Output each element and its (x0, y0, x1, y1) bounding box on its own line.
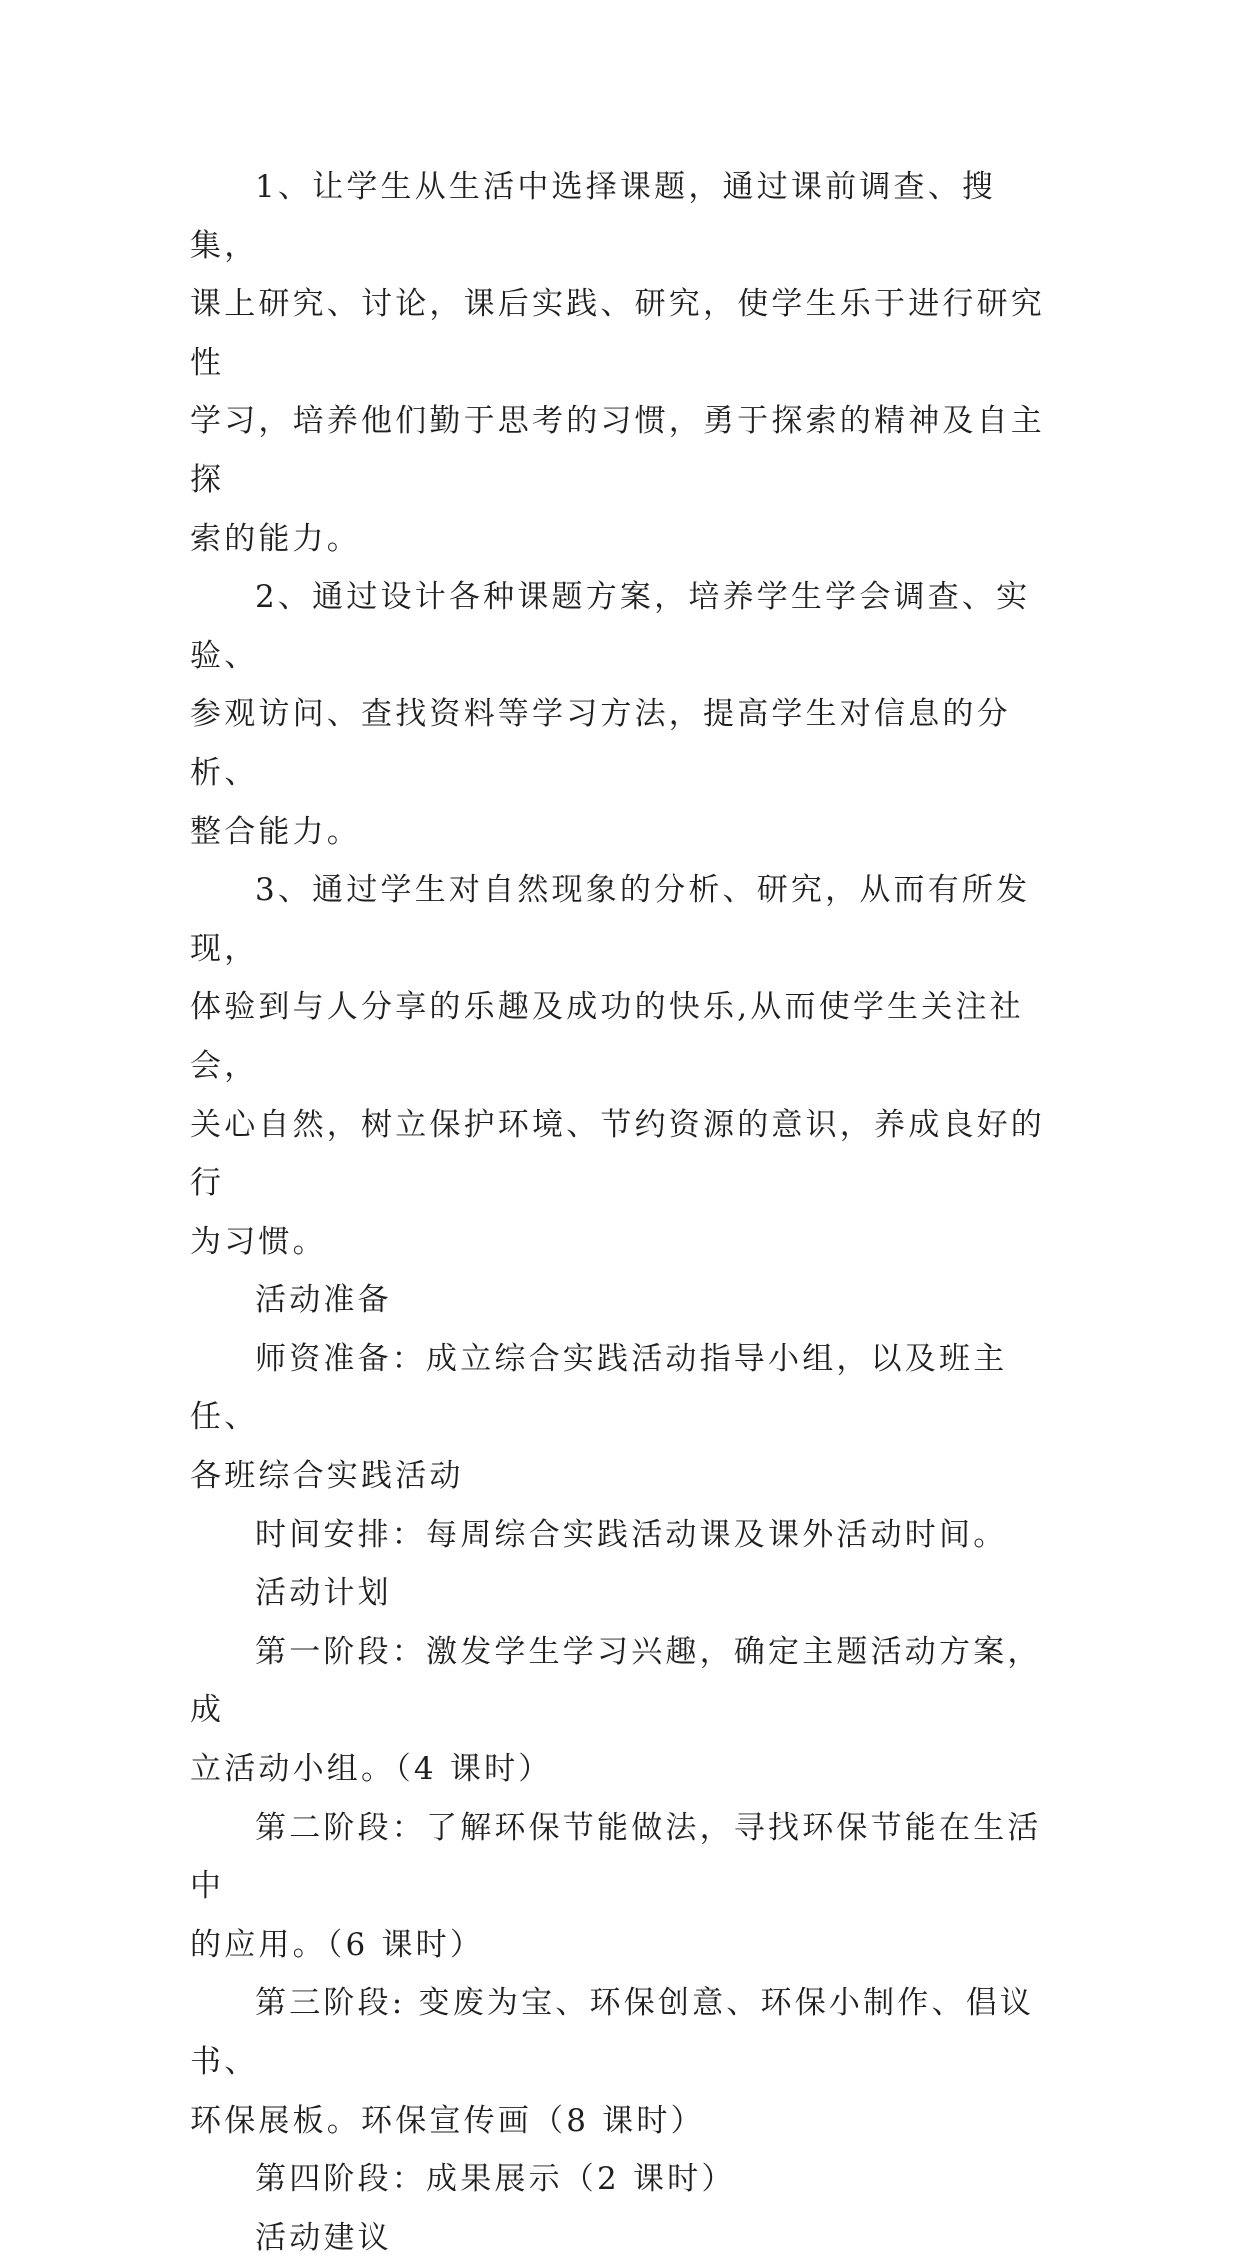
paragraph-time-arrangement: 时间安排：每周综合实践活动课及课外活动时间。 (255, 1516, 1008, 1553)
paragraph-stage-1: 第一阶段：激发学生学习兴趣，确定主题活动方案，成 立活动小组。（4 课时） (190, 1633, 1042, 1788)
section-heading-plan: 活动计划 (255, 1575, 392, 1612)
paragraph-stage-2: 第二阶段：了解环保节能做法，寻找环保节能在生活中 的应用。（6 课时） (190, 1809, 1042, 1963)
paragraph-stage-4: 第四阶段：成果展示（2 课时） (255, 2161, 736, 2198)
section-heading-suggestions: 活动建议 (255, 2219, 392, 2256)
document-body (190, 158, 1060, 2267)
section-heading-preparation: 活动准备 (255, 1282, 392, 1319)
paragraph-teacher-preparation: 师资准备：成立综合实践活动指导小组，以及班主任、 各班综合实践活动 (190, 1340, 1008, 1495)
paragraph-objective-1: 1、让学生从生活中选择课题，通过课前调查、搜集， 课上研究、讨论，课后实践、研究，使学生乐于进行研究性 学习，培养他们勤于思考的习惯，勇于探索的精神及自主探 索的能力。 (190, 169, 1045, 557)
paragraph-objective-2: 2、通过设计各种课题方案，培养学生学会调查、实验、 参观访问、查找资料等学习方法，提高学生对信息的分析、 整合能力。 (190, 579, 1031, 850)
paragraph-objective-3: 3、通过学生对自然现象的分析、研究，从而有所发现， 体验到与人分享的乐趣及成功的快乐,从而使学生关注社会， 关心自然，树立保护环境、节约资源的意识，养成良好的行 为习惯。 (190, 872, 1045, 1260)
paragraph-stage-3: 第三阶段: 变废为宝、环保创意、环保小制作、倡议书、 环保展板。环保宣传画（8 课时） (190, 1985, 1035, 2139)
